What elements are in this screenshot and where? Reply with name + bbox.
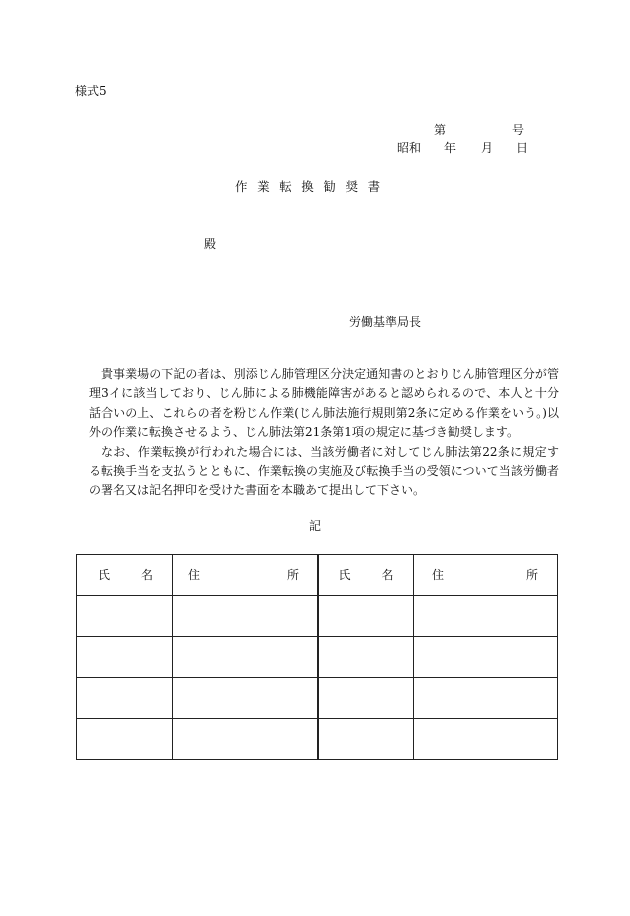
header-address-1-left: 住 xyxy=(188,568,201,582)
date-year: 年 xyxy=(444,141,457,155)
table-header-row xyxy=(77,555,558,596)
document-title: 作業転換勧奨書 xyxy=(235,179,390,194)
table-row xyxy=(77,719,558,760)
table-row xyxy=(77,678,558,719)
table-cell[interactable] xyxy=(414,719,558,760)
header-name-1-right: 名 xyxy=(141,568,154,582)
ki-heading: 記 xyxy=(309,519,322,533)
table-row xyxy=(77,637,558,678)
table-cell[interactable] xyxy=(318,719,414,760)
table-cell[interactable] xyxy=(414,678,558,719)
header-name-1 xyxy=(77,555,173,596)
date-month: 月 xyxy=(481,141,494,155)
issuer: 労働基準局長 xyxy=(349,315,422,329)
header-address-2-right: 所 xyxy=(526,568,539,582)
header-name-1-left: 氏 xyxy=(98,568,111,582)
table-cell[interactable] xyxy=(173,719,318,760)
document-number-suffix: 号 xyxy=(511,123,524,137)
document-number-prefix: 第 xyxy=(434,123,447,137)
table-cell[interactable] xyxy=(77,637,173,678)
table-cell[interactable] xyxy=(318,678,414,719)
header-name-2-left: 氏 xyxy=(338,568,351,582)
header-name-2 xyxy=(318,555,414,596)
addressee: 殿 xyxy=(204,237,217,251)
header-address-1-right: 所 xyxy=(287,568,300,582)
worker-table xyxy=(76,554,558,760)
table-cell[interactable] xyxy=(77,719,173,760)
table-cell[interactable] xyxy=(318,637,414,678)
date-era: 昭和 xyxy=(397,141,422,155)
form-number: 様式5 xyxy=(75,84,107,98)
table-cell[interactable] xyxy=(77,678,173,719)
header-address-2 xyxy=(414,555,558,596)
table-row xyxy=(77,596,558,637)
table-cell[interactable] xyxy=(318,596,414,637)
table-cell[interactable] xyxy=(173,678,318,719)
header-address-2-left: 住 xyxy=(432,568,445,582)
header-address-1 xyxy=(173,555,318,596)
body-text xyxy=(89,365,559,501)
table-cell[interactable] xyxy=(414,637,558,678)
body-paragraph-1: 貴事業場の下記の者は、別添じん肺管理区分決定通知書のとおりじん肺管理区分が管理3イに該当しており、じん肺による肺機能障害があると認められるので、本人と十分話合いの上、これらの者を粉じん作業(じん肺法施行規則第2条に定める作業をいう。)以外の作業に転換させるよう、じん肺法第21条第1項の規定に基づき勧奨します。 xyxy=(89,367,559,440)
table-cell[interactable] xyxy=(77,596,173,637)
header-name-2-right: 名 xyxy=(381,568,394,582)
table-cell[interactable] xyxy=(173,637,318,678)
table-cell[interactable] xyxy=(414,596,558,637)
table-cell[interactable] xyxy=(173,596,318,637)
date-day: 日 xyxy=(516,141,529,155)
body-paragraph-2: なお、作業転換が行われた場合には、当該労働者に対してじん肺法第22条に規定する転換手当を支払うとともに、作業転換の実施及び転換手当の受領について当該労働者の署名又は記名押印を受けた書面を本職あて提出して下さい。 xyxy=(89,444,559,498)
